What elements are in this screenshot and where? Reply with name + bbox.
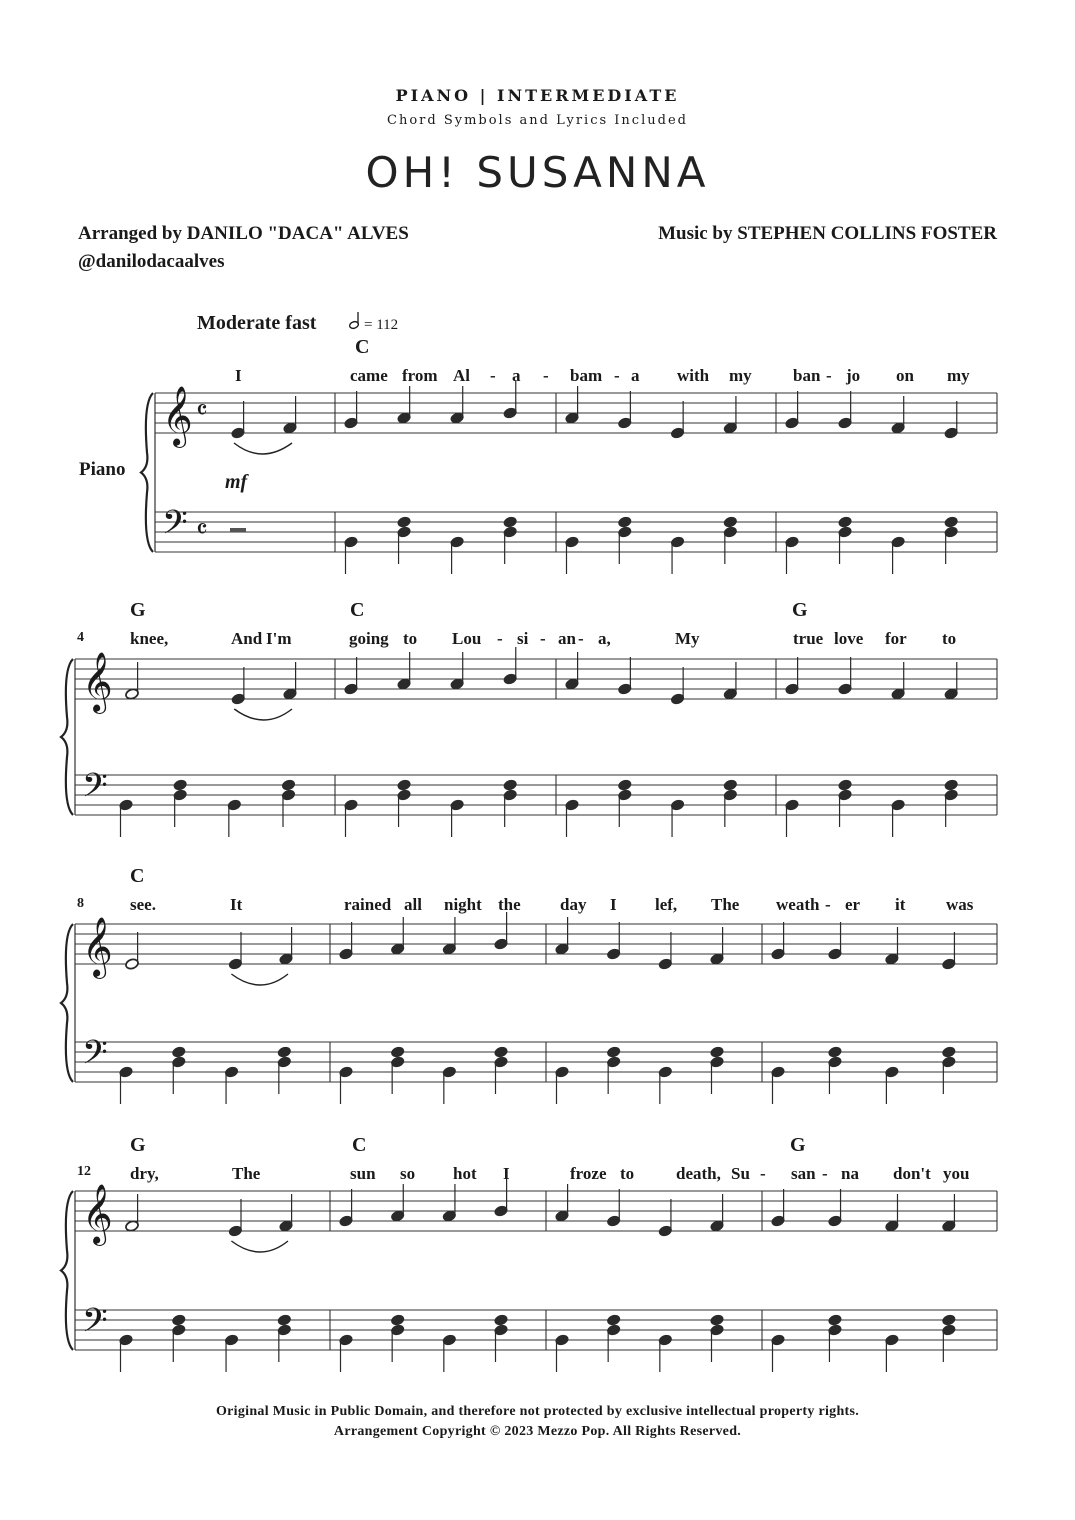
- measure-number: 4: [77, 630, 84, 645]
- chord-symbol: G: [792, 599, 808, 621]
- note-head: [944, 779, 959, 792]
- note-head: [281, 779, 296, 792]
- lyric-syllable: day: [560, 895, 587, 914]
- note-head: [606, 1314, 621, 1327]
- lyric-syllable: my: [729, 366, 752, 385]
- lyric-syllable: -: [497, 629, 503, 648]
- lyric-syllable: to: [403, 629, 418, 648]
- note-head: [494, 1314, 509, 1327]
- slur: [234, 709, 292, 720]
- note-head: [942, 1046, 957, 1059]
- lyric-syllable: came: [350, 366, 388, 385]
- lyric-syllable: hot: [453, 1164, 477, 1183]
- arranger-credit: Arranged by DANILO "DACA" ALVES: [78, 223, 409, 244]
- lyric-syllable: an: [558, 629, 576, 648]
- note-head: [838, 516, 853, 529]
- note-head: [617, 516, 632, 529]
- lyric-syllable: from: [402, 366, 438, 385]
- note-head: [277, 1314, 292, 1327]
- lyric-syllable: so: [400, 1164, 416, 1183]
- note-head: [171, 1046, 186, 1059]
- slur: [231, 974, 288, 985]
- arranger-handle: @danilodacaalves: [78, 251, 225, 272]
- lyric-syllable: I: [235, 366, 242, 385]
- composer-credit: Music by STEPHEN COLLINS FOSTER: [658, 223, 997, 244]
- lyric-syllable: -: [825, 895, 831, 914]
- note-head: [390, 1314, 405, 1327]
- lyric-syllable: er: [845, 895, 861, 914]
- lyric-syllable: -: [826, 366, 832, 385]
- bass-clef-icon: 𝄢: [162, 504, 188, 550]
- half-note-icon: [349, 312, 360, 330]
- note-head: [838, 779, 853, 792]
- footer-copyright: Arrangement Copyright © 2023 Mezzo Pop. All Rights Reserved.: [333, 1424, 742, 1439]
- lyric-syllable: san: [791, 1164, 816, 1183]
- lyric-syllable: -: [543, 366, 549, 385]
- note-head: [390, 1046, 405, 1059]
- difficulty-header: PIANO | INTERMEDIATE: [395, 86, 680, 105]
- instrument-label: Piano: [79, 459, 126, 480]
- tempo-bpm: = 112: [364, 317, 399, 333]
- grand-staff-brace: [61, 924, 73, 1082]
- lyric-syllable: going: [349, 629, 389, 648]
- subtitle: Chord Symbols and Lyrics Included: [387, 113, 688, 128]
- lyric-syllable: My: [675, 629, 700, 648]
- system-3: [61, 865, 997, 1104]
- lyric-syllable: -: [578, 629, 584, 648]
- bass-staff: [75, 1310, 997, 1350]
- lyric-syllable: I'm: [266, 629, 292, 648]
- note-head: [723, 516, 738, 529]
- treble-staff: [75, 924, 997, 964]
- note-head: [606, 1046, 621, 1059]
- lyric-syllable: -: [490, 366, 496, 385]
- lyric-syllable: lef,: [655, 895, 678, 914]
- lyric-syllable: death,: [676, 1164, 721, 1183]
- common-time-icon: 𝄴: [196, 396, 208, 425]
- lyric-syllable: sun: [350, 1164, 376, 1183]
- lyric-syllable: -: [760, 1164, 766, 1183]
- system-4: [61, 1134, 997, 1372]
- lyric-syllable: I: [610, 895, 617, 914]
- lyric-syllable: knee,: [130, 629, 169, 648]
- dynamic-marking: mf: [225, 471, 248, 493]
- score-systems: [61, 336, 997, 1372]
- note-head: [494, 1046, 509, 1059]
- slur: [231, 1241, 288, 1252]
- bass-staff: [75, 775, 997, 815]
- half-rest-icon: [230, 528, 246, 532]
- lyric-syllable: my: [947, 366, 970, 385]
- chord-symbol: G: [790, 1134, 806, 1156]
- measure-number: 8: [77, 896, 84, 911]
- lyric-syllable: -: [614, 366, 620, 385]
- lyric-syllable: It: [230, 895, 243, 914]
- chord-symbol: C: [352, 1134, 367, 1156]
- lyric-syllable: the: [498, 895, 521, 914]
- lyric-syllable: I: [503, 1164, 510, 1183]
- lyric-syllable: see.: [130, 895, 156, 914]
- lyric-syllable: Su: [731, 1164, 750, 1183]
- lyric-syllable: Al: [453, 366, 470, 385]
- system-1: [141, 336, 997, 574]
- bass-clef-icon: 𝄢: [82, 1034, 108, 1080]
- footer-public-domain: Original Music in Public Domain, and therefore not protected by exclusive intellectual property rights.: [215, 1404, 860, 1419]
- lyric-syllable: with: [677, 366, 710, 385]
- note-head: [828, 1314, 843, 1327]
- lyric-syllable: don't: [893, 1164, 931, 1183]
- lyric-syllable: weath: [776, 895, 820, 914]
- chord-symbol: G: [130, 1134, 146, 1156]
- song-title: OH! SUSANNA: [365, 148, 710, 197]
- lyric-syllable: And: [231, 629, 263, 648]
- lyric-syllable: a: [512, 366, 521, 385]
- lyric-syllable: you: [943, 1164, 970, 1183]
- chord-symbol: G: [130, 599, 146, 621]
- note-head: [710, 1314, 725, 1327]
- treble-staff: [155, 393, 997, 433]
- note-head: [944, 516, 959, 529]
- lyric-syllable: jo: [846, 366, 861, 385]
- lyric-syllable: true: [793, 629, 824, 648]
- treble-staff: [75, 659, 997, 699]
- treble-staff: [75, 1191, 997, 1231]
- chord-symbol: C: [355, 336, 370, 358]
- bass-staff: [155, 512, 997, 552]
- lyric-syllable: on: [896, 366, 914, 385]
- grand-staff-brace: [61, 659, 73, 815]
- chord-symbol: C: [130, 865, 145, 887]
- lyric-syllable: -: [822, 1164, 828, 1183]
- bass-staff: [75, 1042, 997, 1082]
- lyric-syllable: froze: [570, 1164, 607, 1183]
- treble-clef-icon: 𝄞: [82, 1184, 113, 1244]
- treble-clef-icon: 𝄞: [162, 386, 193, 446]
- lyric-syllable: dry,: [130, 1164, 159, 1183]
- bass-clef-icon: 𝄢: [82, 1302, 108, 1348]
- note-head: [173, 779, 188, 792]
- lyric-syllable: Lou: [452, 629, 482, 648]
- measure-number: 12: [77, 1164, 91, 1179]
- lyric-syllable: -: [540, 629, 546, 648]
- system-2: [61, 599, 997, 837]
- note-head: [171, 1314, 186, 1327]
- lyric-syllable: all: [404, 895, 422, 914]
- lyric-syllable: The: [232, 1164, 261, 1183]
- lyric-syllable: night: [444, 895, 482, 914]
- lyric-syllable: was: [946, 895, 974, 914]
- slur: [234, 443, 292, 454]
- tempo-text: Moderate fast: [197, 312, 317, 334]
- lyric-syllable: a: [631, 366, 640, 385]
- lyric-syllable: na: [841, 1164, 859, 1183]
- chord-symbol: C: [350, 599, 365, 621]
- note-head: [942, 1314, 957, 1327]
- note-head: [503, 516, 518, 529]
- lyric-syllable: to: [620, 1164, 635, 1183]
- lyric-syllable: it: [895, 895, 906, 914]
- lyric-syllable: rained: [344, 895, 392, 914]
- note-head: [723, 779, 738, 792]
- lyric-syllable: bam: [570, 366, 603, 385]
- note-head: [710, 1046, 725, 1059]
- grand-staff-brace: [61, 1191, 73, 1350]
- treble-clef-icon: 𝄞: [82, 652, 113, 712]
- common-time-icon: 𝄴: [196, 515, 208, 544]
- lyric-syllable: a,: [598, 629, 611, 648]
- note-head: [397, 779, 412, 792]
- grand-staff-brace: [141, 393, 153, 552]
- lyric-syllable: love: [834, 629, 864, 648]
- lyric-syllable: for: [885, 629, 907, 648]
- lyric-syllable: si: [517, 629, 529, 648]
- note-head: [828, 1046, 843, 1059]
- lyric-syllable: ban: [793, 366, 821, 385]
- treble-clef-icon: 𝄞: [82, 917, 113, 977]
- note-head: [617, 779, 632, 792]
- note-head: [397, 516, 412, 529]
- note-head: [277, 1046, 292, 1059]
- note-head: [503, 779, 518, 792]
- bass-clef-icon: 𝄢: [82, 767, 108, 813]
- lyric-syllable: to: [942, 629, 957, 648]
- lyric-syllable: The: [711, 895, 740, 914]
